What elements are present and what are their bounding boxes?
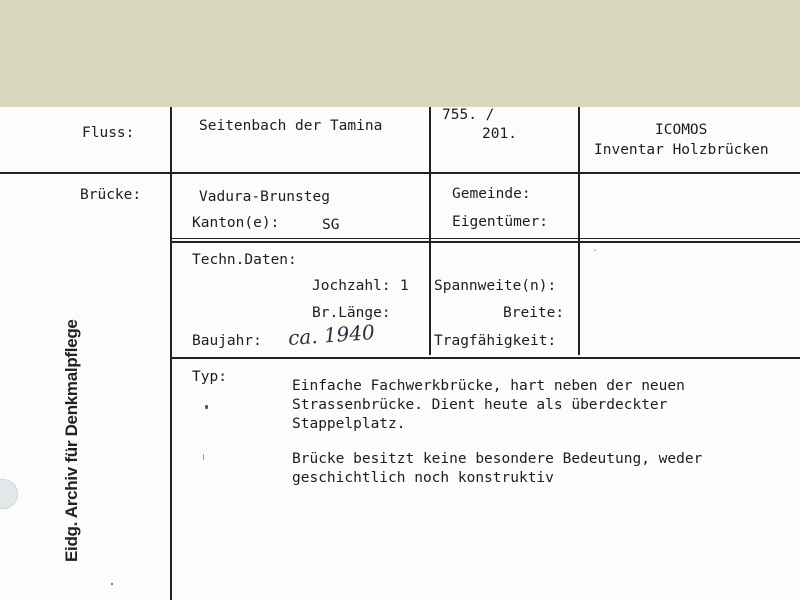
- breite-label: Breite:: [503, 305, 565, 321]
- organization-name: ICOMOS: [655, 122, 708, 138]
- fluss-label: Fluss:: [82, 125, 135, 141]
- ink-speck: [205, 405, 208, 409]
- description-line-3: Stappelplatz.: [292, 416, 406, 432]
- ink-speck: [203, 454, 204, 460]
- line-h2b: [170, 241, 800, 243]
- laenge-label: Br.Länge:: [312, 305, 391, 321]
- tragfaehigkeit-label: Tragfähigkeit:: [434, 333, 557, 349]
- typ-label: Typ:: [192, 369, 227, 385]
- line-vertical-2: [429, 107, 431, 355]
- inventory-card: [0, 107, 800, 600]
- fluss-value: Seitenbach der Tamina: [199, 118, 383, 134]
- line-vertical-3: [578, 107, 580, 355]
- baujahr-label: Baujahr:: [192, 333, 262, 349]
- line-h2a: [170, 238, 800, 239]
- line-left-vertical: [170, 107, 172, 600]
- inventory-number-line1: 755. /: [442, 107, 495, 123]
- spannweite-label: Spannweite(n):: [434, 278, 557, 294]
- organization-subtitle: Inventar Holzbrücken: [594, 142, 769, 158]
- jochzahl-value: 1: [400, 278, 409, 294]
- kanton-label: Kanton(e):: [192, 215, 280, 231]
- description-line-4: Brücke besitzt keine besondere Bedeutung, weder: [292, 451, 703, 467]
- eigentuemer-label: Eigentümer:: [452, 214, 549, 230]
- inventory-number-line2: 201.: [482, 126, 517, 142]
- line-h3: [170, 357, 800, 359]
- jochzahl-label: Jochzahl:: [312, 278, 391, 294]
- ink-speck: [594, 249, 596, 251]
- punch-hole: [0, 479, 18, 509]
- bridge-name: Vadura-Brunsteg: [199, 189, 330, 205]
- description-line-5: geschichtlich noch konstruktiv: [292, 470, 554, 486]
- gemeinde-label: Gemeinde:: [452, 186, 531, 202]
- description-line-2: Strassenbrücke. Dient heute als überdeckter: [292, 397, 668, 413]
- kanton-value: SG: [322, 217, 340, 233]
- description-line-1: Einfache Fachwerkbrücke, hart neben der neuen: [292, 378, 685, 394]
- paper-backdrop: [0, 0, 800, 107]
- archive-stamp: Eidg. Archiv für Denkmalpflege: [62, 319, 81, 562]
- line-h1: [0, 172, 800, 174]
- bruecke-label: Brücke:: [80, 187, 142, 203]
- baujahr-handwritten-value: ca. 1940: [287, 320, 376, 350]
- techn-daten-title: Techn.Daten:: [192, 252, 297, 268]
- ink-speck: [111, 583, 113, 585]
